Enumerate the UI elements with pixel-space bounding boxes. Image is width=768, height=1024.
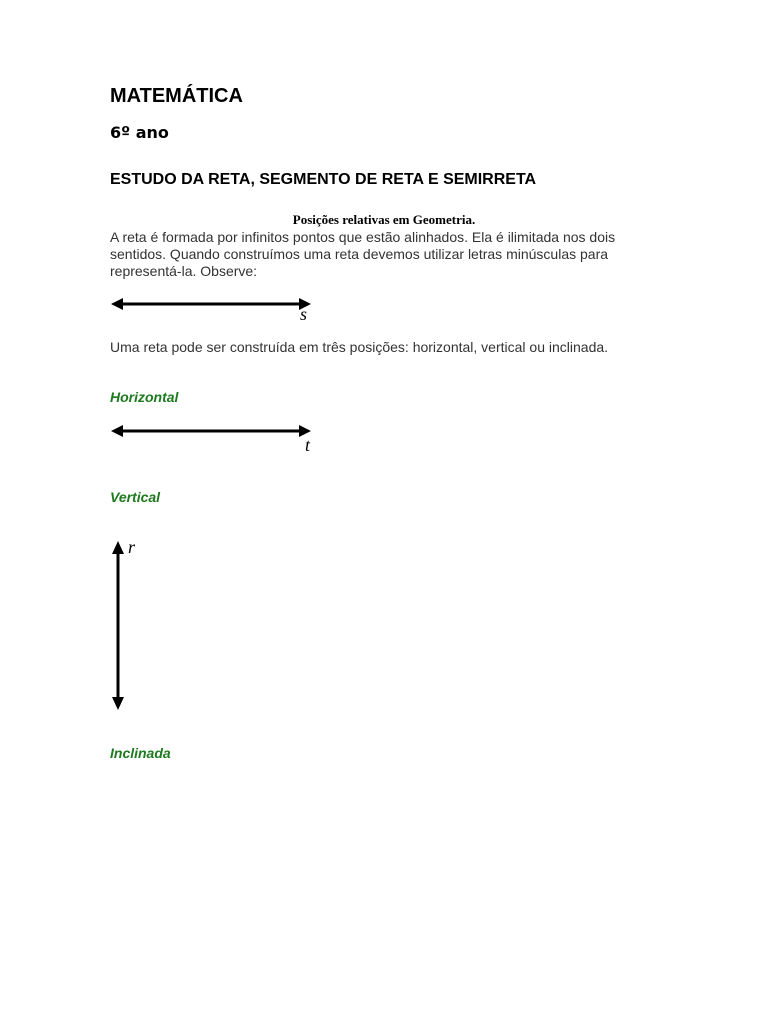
line-t-label: t bbox=[305, 435, 311, 455]
line-t-figure bbox=[108, 420, 318, 456]
line-s-figure bbox=[108, 294, 318, 324]
section-vertical: Vertical bbox=[110, 489, 161, 505]
arrowhead-left bbox=[111, 425, 123, 437]
line-r-label: r bbox=[128, 537, 136, 557]
page-title: MATEMÁTICA bbox=[110, 85, 243, 107]
section-horizontal: Horizontal bbox=[110, 389, 179, 405]
arrowhead-left bbox=[111, 298, 123, 310]
grade-label: 6º ano bbox=[110, 123, 169, 142]
section-heading: ESTUDO DA RETA, SEGMENTO DE RETA E SEMIRRETA bbox=[110, 171, 537, 188]
section-inclined: Inclinada bbox=[110, 745, 171, 761]
line-s-label: s bbox=[300, 304, 308, 324]
subtitle: Posições relativas em Geometria. bbox=[292, 212, 476, 227]
arrowhead-bottom bbox=[112, 697, 124, 710]
line-r-figure bbox=[104, 536, 144, 716]
paragraph-positions: Uma reta pode ser construída em três posições: horizontal, vertical ou inclinada. bbox=[110, 339, 609, 355]
paragraph-intro: A reta é formada por infinitos pontos que estão alinhados. Ela é ilimitada nos dois sentidos. Quando construímos uma reta devemos utilizar letras minúsculas para representá-la. Observe: bbox=[110, 229, 616, 279]
arrowhead-top bbox=[112, 541, 124, 554]
